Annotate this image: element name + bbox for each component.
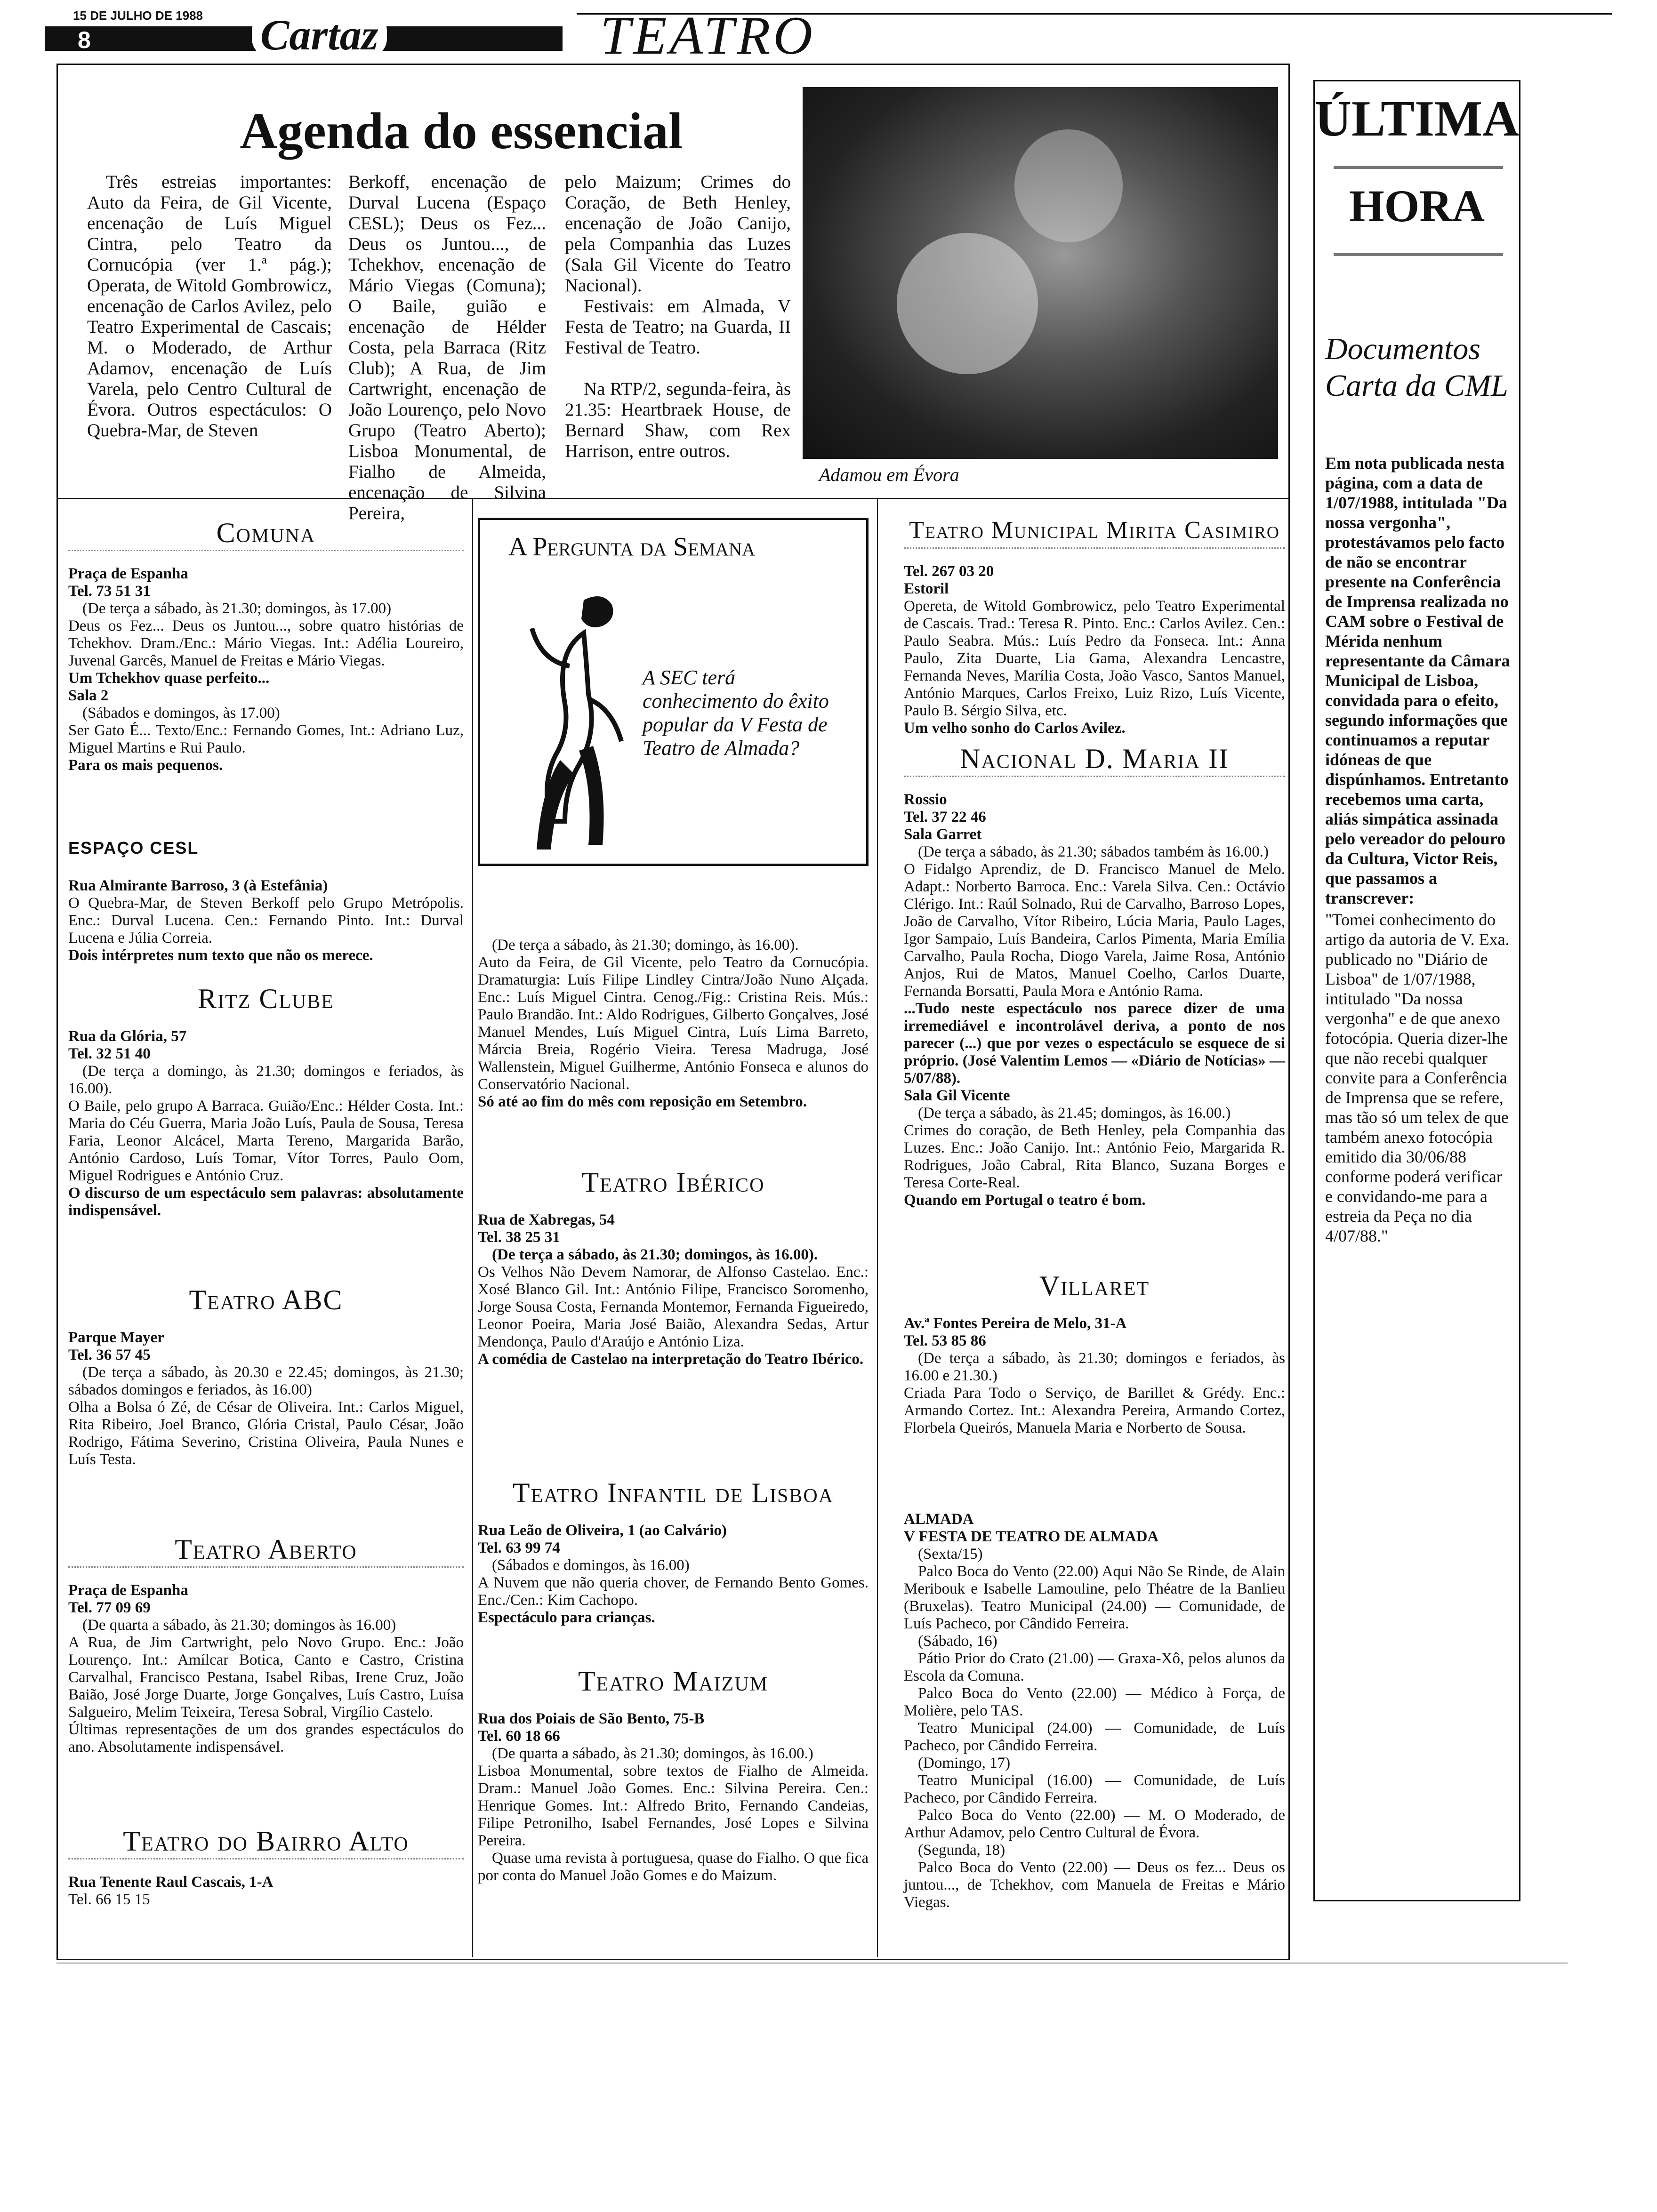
cartaz-logo: Cartaz — [252, 12, 387, 57]
dancer-illustration-icon — [513, 581, 635, 859]
photo-face-icon — [1014, 129, 1123, 242]
page-number: 8 — [78, 27, 91, 53]
title-rule — [1334, 166, 1503, 169]
venue-title: Teatro Aberto — [68, 1534, 464, 1568]
venue-teatro-abc: Teatro ABC Parque Mayer Tel. 36 57 45 (De terça a sábado, às 20.30 e 22.45; domingos, às 21.30; sábados domingos e feriados, às 16.00) Olha a Bolsa ó Zé, de César de Oliveira. Int.: Carlos Miguel, Rita Ribeiro, Joel Branco, Glória Cristal, Paulo César, João Rodrigo, Fátima Severino, Cristina Oliveira, Paula Nunes e Luís Testa. — [68, 1284, 464, 1468]
venue-ritz-clube: Ritz Clube Rua da Glória, 57 Tel. 32 51 40 (De terça a domingo, às 21.30; domingos e feriados, às 16.00). O Baile, pelo grupo A Barraca. Guião/Enc.: Hélder Costa. Int.: Maria do Céu Guerra, Maria João Luís, Paula de Sousa, Teresa Faria, Leonor Alcácel, Marta Tereno, Margarida Barão, António Cardoso, Luís Tomar, Vítor Torres, Paulo Oom, Miguel Rodrigues e António Cruz. O discurso de um espectáculo sem palavras: absolutamente indispensável. — [68, 983, 464, 1219]
question-title: A Pergunta da Semana — [508, 532, 756, 561]
ultima-body — [1325, 453, 1513, 1246]
photo-face-icon — [897, 233, 1038, 374]
feature-column-2 — [348, 172, 546, 524]
feature-headline: Agenda do essencial — [240, 102, 683, 160]
venue-teatro-aberto: Teatro Aberto Praça de Espanha Tel. 77 09 69 (De quarta a sábado, às 21.30; domingos às 16.00) A Rua, de Jim Cartwright, pelo Novo Grupo. Enc.: João Lourenço. Int.: Amílcar Botica, Canto e Castro, Cristina Carvalhal, Francisco Pestana, Isabel Ribas, Irene Cruz, João Baião, José Jorge Duarte, Jorge Gonçalves, Luís Castro, Luísa Salgueiro, Melim Teixeira, Teresa Sobral, Virgílio Castelo. Últimas representações de um dos grandes espectáculos do ano. Absolutamente indispensável. — [68, 1534, 464, 1755]
venue-espaco-cesl: ESPAÇO CESL Rua Almirante Barroso, 3 (à Estefânia) O Quebra-Mar, de Steven Berkoff pelo Grupo Metrópolis. Enc.: Durval Lucena. Cen.: Fernando Pinto. Int.: Durval Lucena e Júlia Correia. Dois intérpretes num texto que não os merece. — [68, 833, 464, 964]
feature-col3c-text: Na RTP/2, segunda-feira, às 21.35: Heartbraek House, de Bernard Shaw, com Rex Harrison, entre outros. — [565, 379, 791, 461]
venue-title: Teatro Maizum — [578, 1666, 768, 1697]
venue-title: Teatro ABC — [189, 1284, 343, 1315]
feature-col1-text: Três estreias importantes: Auto da Feira, de Gil Vicente, encenação de Luís Miguel Cintra, pelo Teatro da Cornucópia (ver 1.ª pág.); Operata, de Witold Gombrowicz, encenação de Carlos Avilez, pelo Teatro Experimental de Cascais; M. o Moderado, de Arthur Adamov, encenação de Luís Varela, pelo Centro Cultural de Évora. Outros espectáculos: O Quebra-Mar, de Steven — [87, 172, 332, 441]
masthead — [45, 6, 1612, 66]
column-divider-left — [472, 498, 473, 1957]
feature-divider — [58, 498, 1288, 499]
question-of-the-week-box — [478, 518, 869, 866]
venue-teatro-infantil-lisboa: Teatro Infantil de Lisboa Rua Leão de Oliveira, 1 (ao Calvário) Tel. 63 99 74 (Sábados e domingos, às 16.00) A Nuvem que não queria chover, de Fernando Bento Gomes. Enc./Cen.: Kim Cachopo. Espectáculo para crianças. — [478, 1477, 869, 1626]
venue-villaret: Villaret Av.ª Fontes Pereira de Melo, 31-A Tel. 53 85 86 (De terça a sábado, às 21.30; domingos e feriados, às 16.00 e 21.30.) Criada Para Todo o Serviço, de Barillet & Grédy. Enc.: Armando Cortez. Int.: Alexandra Pereira, Armando Cortez, Florbela Queirós, Manuela Maria e Norberto de Sousa. — [904, 1270, 1285, 1436]
bottom-rule — [56, 1963, 1568, 1964]
almada-title: ALMADA — [904, 1511, 974, 1528]
ultima-title: ÚLTIMA — [1315, 91, 1520, 147]
venue-title: Villaret — [1039, 1270, 1150, 1301]
ultima-subtitle: Documentos Carta da CML — [1325, 332, 1508, 403]
feature-col3b-text: Festivais: em Almada, V Festa de Teatro; na Guarda, II Festival de Teatro. — [565, 296, 791, 358]
venue-almada: ALMADA V FESTA DE TEATRO DE ALMADA (Sexta/15) Palco Boca do Vento (22.00) Aqui Não Se Rinde, de Alain Meribouk e Isabelle Lamouline, pelo Théatre de la Banlieu (Bruxelas). Teatro Municipal (24.00) — Comunidade, de Luís Pacheco, por Cândido Ferreira. (Sábado, 16) Pátio Prior do Crato (21.00) — Graxa-Xô, pelos alunos da Escola da Comuna. Palco Boca do Vento (22.00) — Médico à Força, de Molière, pelo TAS. Teatro Municipal (24.00) — Comunidade, de Luís Pacheco, por Cândido Ferreira. (Domingo, 17) Teatro Municipal (16.00) — Comunidade, de Luís Pacheco, por Cândido Ferreira. Palco Boca do Vento (22.00) — M. O Moderado, de Arthur Adamov, pelo Centro Cultural de Évora. (Segunda, 18) Palco Boca do Vento (22.00) — Deus os fez... Deus os juntou..., de Tchekhov, com Manuela de Freitas e Mário Viegas. — [904, 1511, 1285, 1911]
venue-teatro-iberico: Teatro Ibérico Rua de Xabregas, 54 Tel. 38 25 31 (De terça a sábado, às 21.30; domingos, às 16.00). Os Velhos Não Devem Namorar, de Alfonso Castelao. Enc.: Xosé Blanco Gil. Int.: António Filipe, Francisco Soromenho, Jorge Sousa Costa, Fernanda Montemor, Fernanda Figueiredo, Leonor Poeira, Maria José Baião, Alexandra Sedas, Artur Mendonça, Paulo d'Araújo e António Liza. A comédia de Castelao na interpretação do Teatro Ibérico. — [478, 1167, 869, 1368]
section-title: TEATRO — [600, 6, 816, 66]
ultima-body-bold: Em nota publicada nesta página, com a data de 1/07/1988, intitulada "Da nossa vergonha", protestávamos pelo facto de não se encontrar presente na Conferência de Imprensa realizada no CAM sobre o Festival de Mérida nenhum representante da Câmara Municipal de Lisboa, convidada para o efeito, segundo informações que continuamos a reputar idóneas de que dispúnhamos. Entretanto recebemos uma carta, aliás simpática assinada pelo vereador do pelouro da Cultura, Victor Reis, que passamos a transcrever: — [1325, 454, 1510, 907]
feature-col2-text: Berkoff, encenação de Durval Lucena (Espaço CESL); Deus os Fez... Deus os Juntou..., de Tchekhov, encenação de Mário Viegas (Comuna); O Baile, guião e encenação de Hélder Costa, pela Barraca (Ritz Club); A Rua, de Jim Cartwright, encenação de João Lourenço, pelo Novo Grupo (Teatro Aberto); Lisboa Monumental, de Fialho de Almeida, encenação de Silvina Pereira, — [348, 172, 546, 523]
venue-comuna: Comuna Praça de Espanha Tel. 73 51 31 (De terça a sábado, às 21.30; domingos, às 17.00) Deus os Fez... Deus os Juntou..., sobre quatro histórias de Tchekhov. Dram./Enc.: Mário Viegas. Int.: Adélia Loureiro, Juvenal Garcês, Manuel de Freitas e Mário Viegas. Um Tchekhov quase perfeito... Sala 2 (Sábados e domingos, às 17.00) Ser Gato É... Texto/Enc.: Fernando Gomes, Int.: Adriano Luz, Miguel Martins e Rui Paulo. Para os mais pequenos. — [68, 517, 464, 774]
hora-title: HORA — [1349, 181, 1485, 231]
venue-title: Teatro Municipal Mirita Casimiro — [904, 515, 1285, 549]
venue-title: Ritz Clube — [198, 983, 334, 1014]
venue-title: Nacional D. Maria II — [904, 744, 1285, 777]
feature-column-1 — [87, 172, 332, 441]
ultima-hora-panel — [1313, 80, 1520, 1901]
venue-teatro-maizum: Teatro Maizum Rua dos Poiais de São Bento, 75-B Tel. 60 18 66 (De quarta a sábado, às 21.30; domingos, às 16.00.) Lisboa Monumental, sobre textos de Fialho de Almeida. Dram.: Manuel João Gomes. Enc.: Silvina Pereira. Cen.: Henrique Gomes. Int.: Alfredo Brito, Fernando Candeias, Filipe Petronilho, Isabel Fernandes, José Lopes e Silvina Pereira. Quase uma revista à portuguesa, quase do Fialho. O que fica por conta do Manuel João Gomes e do Maizum. — [478, 1666, 869, 1884]
column-divider-right — [877, 498, 878, 1957]
feature-column-3 — [565, 172, 791, 462]
venue-teatro-bairro-alto: Teatro do Bairro Alto Rua Tenente Raul Cascais, 1-A Tel. 66 15 15 — [68, 1826, 464, 1908]
venue-title: ESPAÇO CESL — [68, 838, 199, 858]
venue-title: Comuna — [68, 518, 464, 551]
question-text: A SEC terá conhecimento do êxito popular da V Festa de Teatro de Almada? — [643, 666, 829, 760]
feature-photo — [803, 87, 1278, 459]
venue-cornucopia: (De terça a sábado, às 21.30; domingo, às 16.00). Auto da Feira, de Gil Vicente, pelo Teatro da Cornucópia. Dramaturgia: Luís Filipe Lindley Cintra/João Nuno Alçada. Enc.: Luís Miguel Cintra. Cenog./Fig.: Cristina Reis. Mús.: Paulo Brandão. Int.: Aldo Rodrigues, Gilberto Gonçalves, José Manuel Mendes, Luís Miguel Cintra, Luís Lima Barreto, Márcia Breia, Rogério Vieira. Teresa Madruga, José Wallenstein, Miguel Guilherme, António Fonseca e alunos do Conservatório Nacional. Só até ao fim do mês com reposição em Setembro. — [478, 937, 869, 1110]
issue-date: 15 DE JULHO DE 1988 — [73, 8, 203, 23]
venue-nacional-d-maria-ii: Nacional D. Maria II Rossio Tel. 37 22 46 Sala Garret (De terça a sábado, às 21.30; sábados também às 16.00.) O Fidalgo Aprendiz, de D. Francisco Manuel de Melo. Adapt.: Norberto Barroca. Enc.: Varela Silva. Cen.: Octávio Clérigo. Int.: Raúl Solnado, Rui de Carvalho, Barroso Lopes, João de Carvalho, Vítor Ribeiro, Lúcia Maria, Paulo Lages, Igor Sampaio, Luís Bandeira, Carlos Pimenta, Maria Emília Carvalho, Paula Rocha, Diogo Varela, Jaime Rosa, António Anjos, Rui de Matos, Manuel Coelho, Carlos Duarte, Fernanda Borsatti, Paula Mora e António Rama. ...Tudo neste espectáculo nos parece dizer de uma irremediável e incontrolável deriva, a ponto de nos parecer (...) que por vezes o espectáculo se esquece de si próprio. (José Valentim Lemos — «Diário de Notícias» — 5/07/88). Sala Gil Vicente (De terça a sábado, às 21.45; domingos, às 16.00.) Crimes do coração, de Beth Henley, pela Companhia das Luzes. Enc.: João Canijo. Int.: António Feio, Margarida R. Rodrigues, João Cabral, Rita Blanco, Suzana Borges e Teresa Corte-Real. Quando em Portugal o teatro é bom. — [904, 743, 1285, 1209]
feature-col3a-text: pelo Maizum; Crimes do Coração, de Beth Henley, encenação de João Canijo, pela Companhia das Luzes (Sala Gil Vicente do Teatro Nacional). — [565, 172, 791, 296]
venue-title: Teatro Ibérico — [581, 1167, 765, 1198]
venue-title: Teatro Infantil de Lisboa — [512, 1477, 834, 1508]
title-rule — [1334, 253, 1503, 256]
venue-title: Teatro do Bairro Alto — [68, 1826, 464, 1859]
photo-caption: Adamou em Évora — [819, 464, 959, 485]
ultima-body-quote: "Tomei conhecimento do artigo da autoria de V. Exa. publicado no "Diário de Lisboa" de 1/07/1988, intitulado "Da nossa vergonha" e de que anexo fotocópia. Queria dizer-lhe que não recebi qualquer convite para a Conferência de Imprensa que se refere, mas tão só um telex de que também anexo fotocópia emitido dia 30/06/88 conforme poderá verificar e convidando-me para a estreia da Peça no dia 4/07/88." — [1325, 910, 1510, 1245]
venue-mirita-casimiro: Teatro Municipal Mirita Casimiro Tel. 267 03 20 Estoril Opereta, de Witold Gombrowicz, pelo Teatro Experimental de Cascais. Trad.: Teresa R. Pinto. Enc.: Carlos Avilez. Cen.: Paulo Seabra. Mús.: Luís Pedro da Fonseca. Int.: Anna Paulo, Zita Duarte, Lia Gama, Alexandra Lencastre, Fernanda Neves, Marília Costa, João Vasco, Santos Manuel, António Marques, Carlos Freixo, Luiz Rizo, Luís Vicente, Paulo B. Sérgio Silva, etc. Um velho sonho do Carlos Avilez. — [904, 515, 1285, 737]
